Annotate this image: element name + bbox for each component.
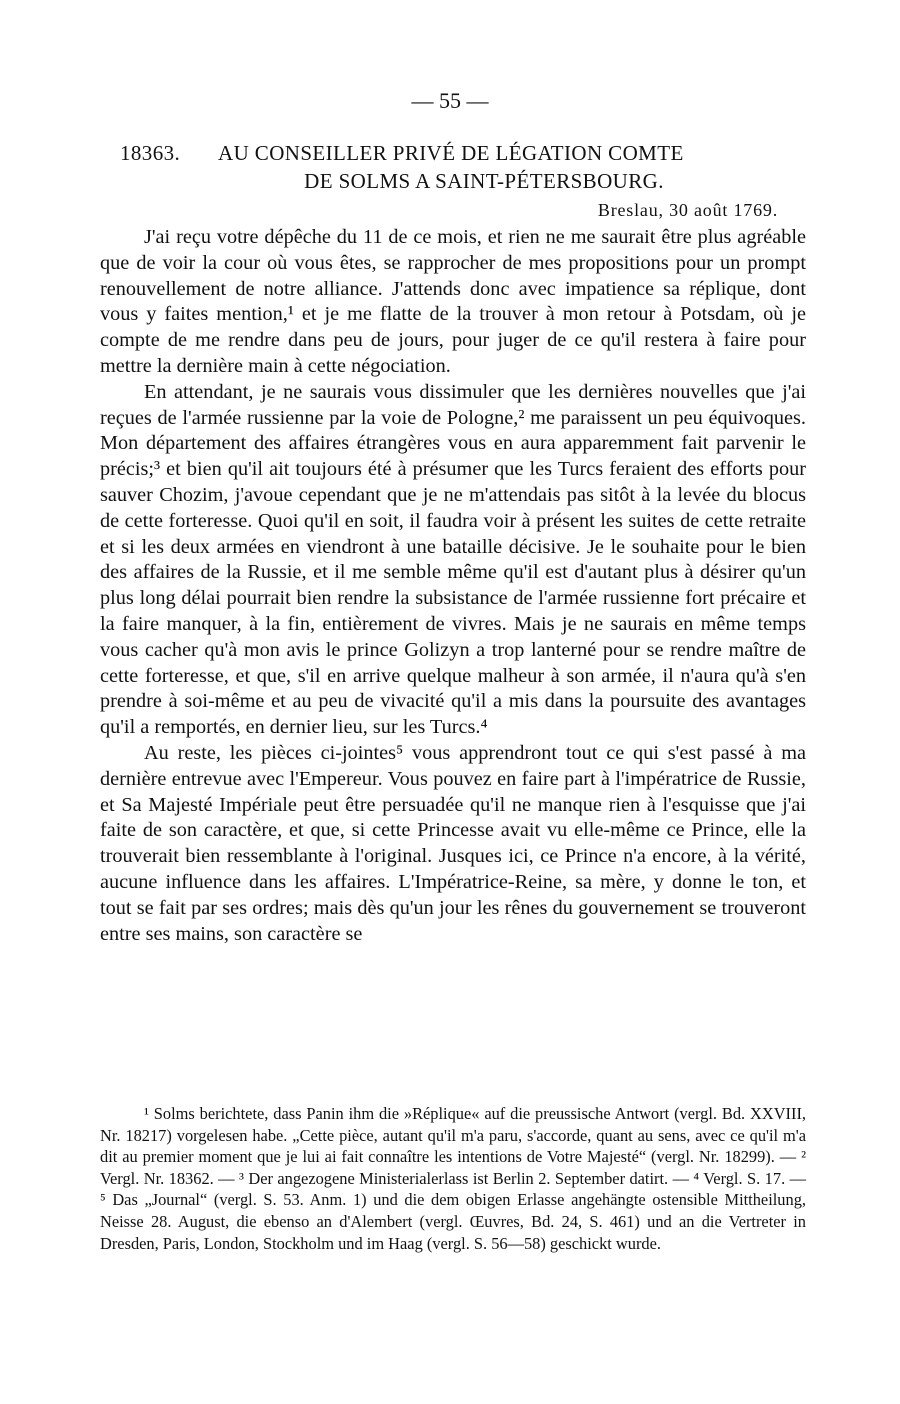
paragraph-3: Au reste, les pièces ci-jointes⁵ vous apprendront tout ce qui s'est passé à ma dernière entrevue avec l'Empereur. Vous pouvez en faire part à l'impératrice de Russie, et Sa Majesté Impériale peut être persuadée qu'il ne manque rien à l'esquisse que j'ai faite de son caractère, et que, si cette Princesse avait vu elle-même ce Prince, elle la trouverait bien ressemblante à l'original. Jusques ici, ce Prince n'a encore, à la vérité, aucune influence dans les affaires. L'Impératrice-Reine, sa mère, y donne le ton, et tout se fait par ses ordres; mais dès qu'un jour les rênes du gouvernement se trouveront entre ses mains, son caractère se	[100, 741, 806, 945]
footnotes	[100, 1103, 806, 1254]
letter-heading	[120, 139, 790, 195]
letter-number: 18363.	[120, 141, 181, 165]
paragraph-2: En attendant, je ne saurais vous dissimuler que les dernières nouvelles que j'ai reçues de l'armée russienne par la voie de Pologne,² me paraissent un peu équivoques. Mon département des affaires étrangères vous en aura apparemment fait parvenir le précis;³ et bien qu'il ait toujours été à présumer que les Turcs feraient des efforts pour sauver Chozim, j'avoue cependant que je ne m'attendais pas sitôt à la levée du blocus de cette forteresse. Quoi qu'il en soit, il faudra voir à présent les suites de cette retraite et si les deux armées en viendront à une bataille décisive. Je le souhaite pour le bien des affaires de la Russie, et il me semble même qu'il est d'autant plus à désirer qu'un plus long délai pourrait bien rendre la subsistance de l'armée russienne fort précaire et la faire manquer, à la fin, entièrement de vivres. Mais je ne saurais en même temps vous cacher qu'à mon avis le prince Golizyn a trop lanterné pour se rendre maître de cette forteresse, et que, s'il en arrive quelque malheur à son armée, il n'aura qu'à s'en prendre à soi-même et au peu de vivacité qu'il a mis dans la poursuite des avantages qu'il a remportés, en dernier lieu, sur les Turcs.⁴	[100, 380, 806, 739]
page-number: — 55 —	[411, 88, 489, 113]
footnotes-text: ¹ Solms berichtete, dass Panin ihm die »Réplique« auf die preussische Antwort (vergl. Bd. XXVIII, Nr. 18217) vorgelesen habe. „Cette pièce, autant qu'il m'a paru, s'accorde, quant au sens, avec ce qu'il m'a dit au premier moment que je lui ai fait connaître les intentions de Votre Majesté“ (vergl. Nr. 18299). — ² Vergl. Nr. 18362. — ³ Der angezogene Ministerialerlass ist Berlin 2. September datirt. — ⁴ Vergl. S. 17. — ⁵ Das „Journal“ (vergl. S. 53. Anm. 1) und die dem obigen Erlasse angehängte ostensible Mittheilung, Neisse 28. August, die ebenso an d'Alembert (vergl. Œuvres, Bd. 24, S. 461) und an die Vertreter in Dresden, Paris, London, Stockholm und im Haag (vergl. S. 56—58) geschickt wurde.	[100, 1104, 806, 1253]
paragraph-1: J'ai reçu votre dépêche du 11 de ce mois, et rien ne me saurait être plus agréable que de voir la cour où vous êtes, se rapprocher de mes propositions pour un prompt renouvellement de notre alliance. J'attends donc avec impatience sa réplique, dont vous y faites mention,¹ et je me flatte de la trouver à mon retour à Potsdam, où je compte de me rendre dans peu de jours, pour juger de ce qu'il restera à faire pour mettre la dernière main à cette négociation.	[100, 226, 806, 377]
dateline: Breslau, 30 août 1769.	[597, 200, 778, 220]
heading-line-1: AU CONSEILLER PRIVÉ DE LÉGATION COMTE	[218, 141, 684, 165]
letter-body	[100, 225, 806, 947]
heading-line-2: DE SOLMS A SAINT-PÉTERSBOURG.	[304, 169, 664, 193]
